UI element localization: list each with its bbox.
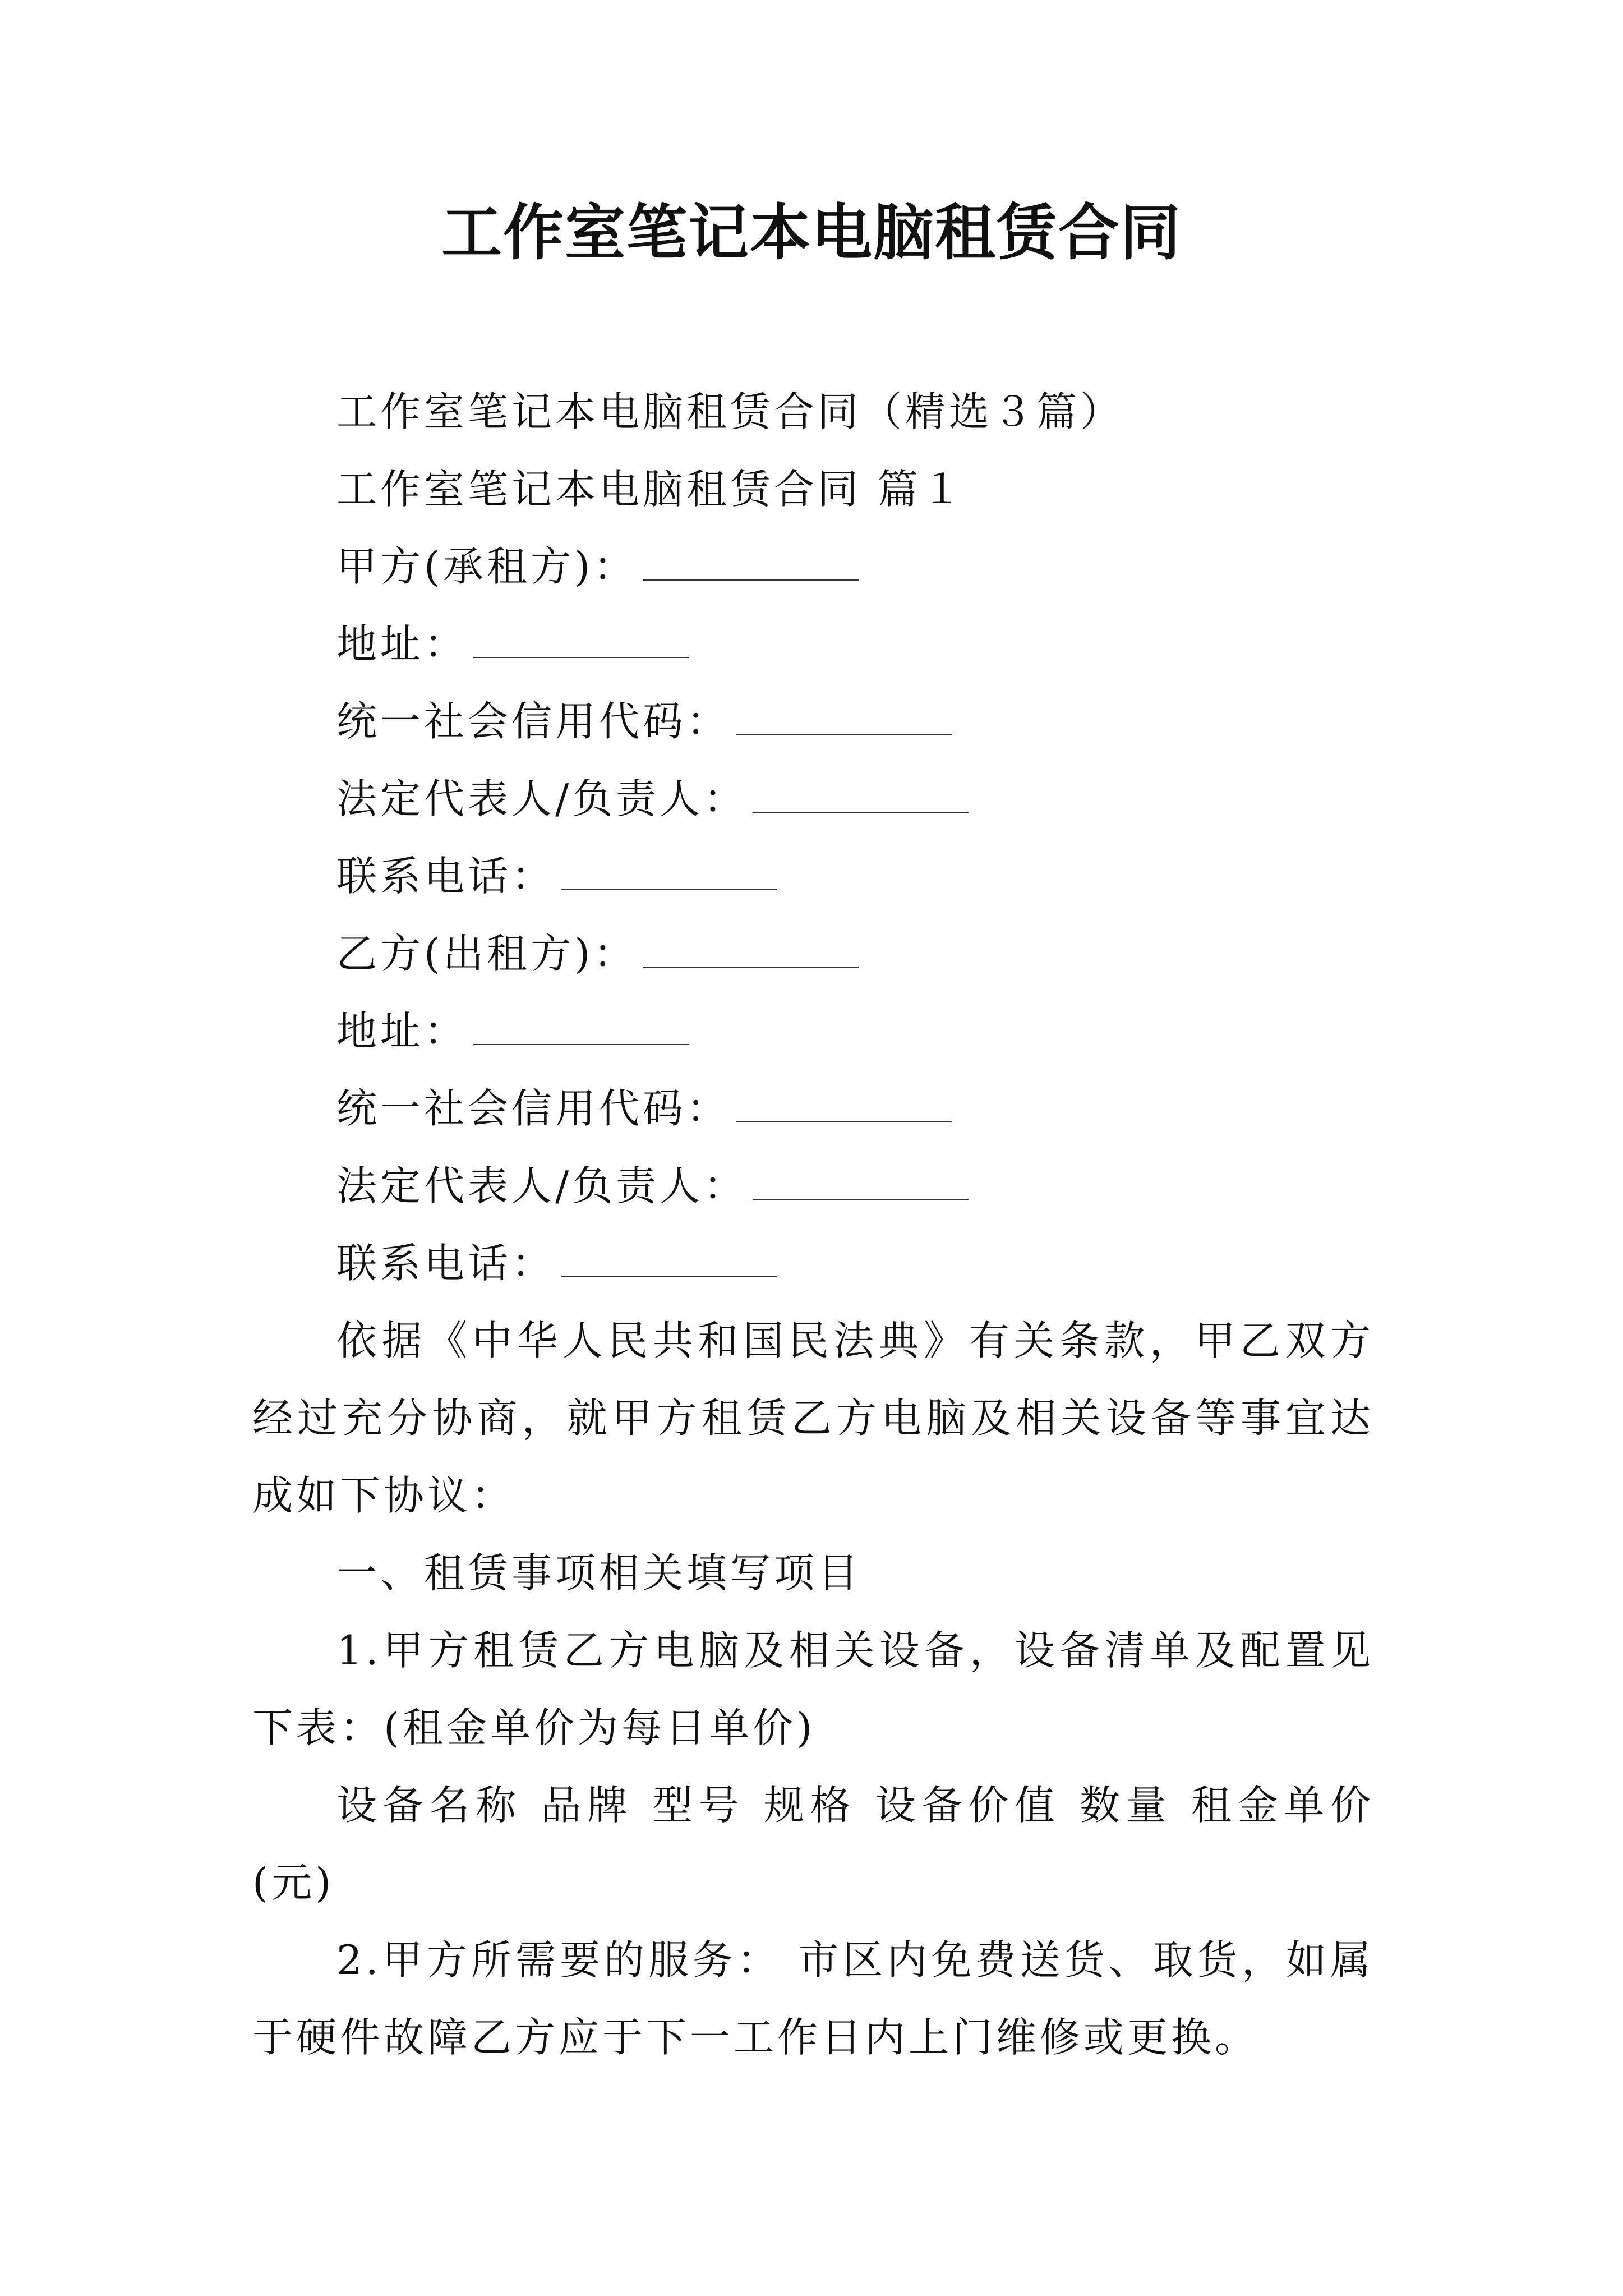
party-a-name-blank[interactable] bbox=[643, 540, 859, 581]
party-b-address-row bbox=[252, 992, 1374, 1070]
intro-paragraph: 依据《中华人民共和国民法典》有关条款，甲乙双方经过充分协商，就甲方租赁乙方电脑及相关设备等事宜达成如下协议： bbox=[252, 1317, 1374, 1519]
party-a-role-label: 甲方(承租方)： bbox=[336, 543, 638, 590]
party-b-credit-code-row bbox=[252, 1070, 1374, 1147]
party-b-address-blank[interactable] bbox=[473, 1005, 689, 1045]
party-b-phone-blank[interactable] bbox=[561, 1237, 777, 1277]
party-b-legal-rep-row bbox=[252, 1147, 1374, 1225]
subtitle bbox=[252, 373, 1374, 450]
party-a-credit-code-row bbox=[252, 683, 1374, 760]
party-a-address-row bbox=[252, 605, 1374, 683]
chapter-heading bbox=[252, 450, 1374, 528]
document-body bbox=[252, 373, 1374, 2076]
chapter-heading-text: 工作室笔记本电脑租赁合同 篇１ bbox=[336, 466, 965, 513]
party-a-credit-code-blank[interactable] bbox=[736, 695, 952, 735]
item-2-paragraph: 2.甲方所需要的服务： 市区内免费送货、取货，如属于硬件故障乙方应于下一工作日内上门维修或更换。 bbox=[252, 1936, 1374, 2061]
party-b-phone-label: 联系电话： bbox=[336, 1240, 556, 1287]
section-1-heading bbox=[252, 1534, 1374, 1612]
party-a-role-row bbox=[252, 528, 1374, 605]
party-b-credit-code-label: 统一社会信用代码： bbox=[336, 1085, 731, 1132]
document-title: 工作室笔记本电脑租赁合同 bbox=[441, 197, 1182, 268]
party-b-role-row bbox=[252, 915, 1374, 992]
party-b-phone-row bbox=[252, 1225, 1374, 1302]
equipment-table-header: 设备名称 品牌 型号 规格 设备价值 数量 租金单价(元) bbox=[252, 1782, 1374, 1906]
party-a-phone-label: 联系电话： bbox=[336, 853, 556, 900]
party-a-address-blank[interactable] bbox=[473, 618, 689, 658]
party-a-credit-code-label: 统一社会信用代码： bbox=[336, 698, 731, 745]
party-a-phone-blank[interactable] bbox=[561, 850, 777, 890]
party-b-address-label: 地址： bbox=[336, 1007, 468, 1055]
party-a-legal-rep-label: 法定代表人/负责人： bbox=[336, 775, 748, 822]
subtitle-text: 工作室笔记本电脑租赁合同（精选３篇） bbox=[336, 388, 1124, 435]
party-a-legal-rep-blank[interactable] bbox=[753, 772, 969, 813]
party-b-credit-code-blank[interactable] bbox=[736, 1082, 952, 1122]
item-1-paragraph: 1.甲方租赁乙方电脑及相关设备，设备清单及配置见下表：(租金单价为每日单价) bbox=[252, 1627, 1374, 1751]
party-b-role-label: 乙方(出租方)： bbox=[336, 930, 638, 977]
party-b-legal-rep-blank[interactable] bbox=[753, 1159, 969, 1200]
party-a-address-label: 地址： bbox=[336, 620, 468, 668]
party-b-name-blank[interactable] bbox=[643, 927, 859, 968]
party-a-phone-row bbox=[252, 838, 1374, 915]
party-a-legal-rep-row bbox=[252, 760, 1374, 838]
party-b-legal-rep-label: 法定代表人/负责人： bbox=[336, 1162, 748, 1209]
section-1-heading-text: 一、租赁事项相关填写项目 bbox=[336, 1549, 862, 1596]
